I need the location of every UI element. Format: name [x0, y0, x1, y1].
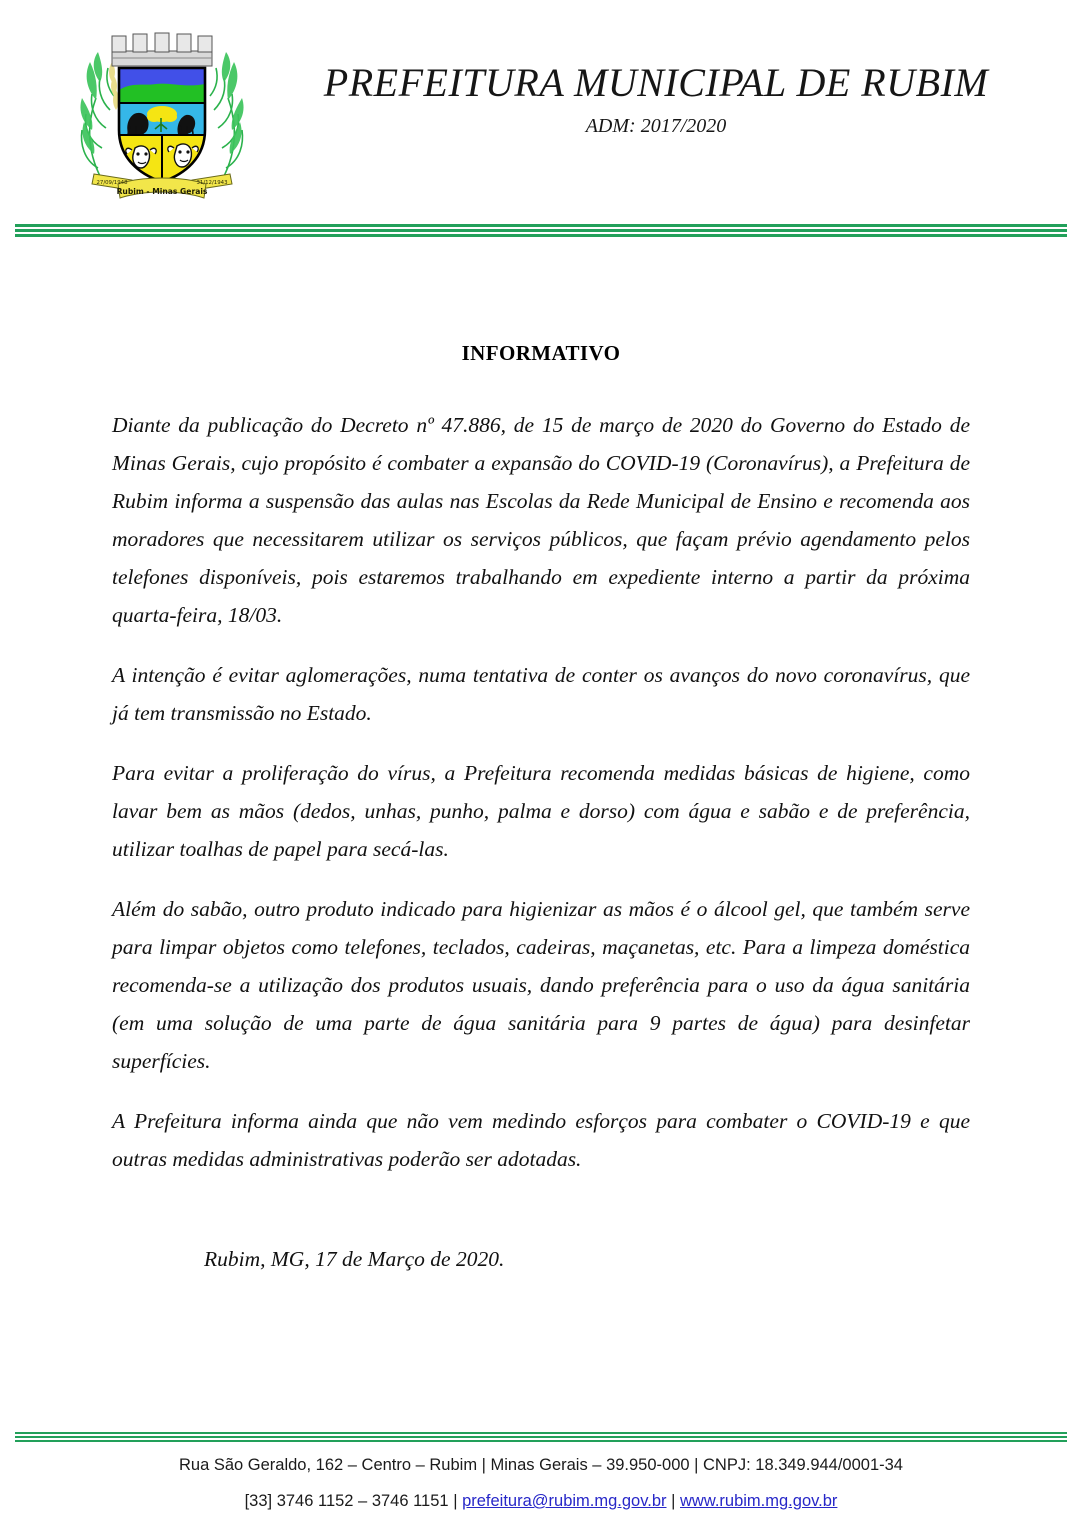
- footer-contact-line: [0, 1489, 1082, 1514]
- coat-of-arms: [72, 22, 252, 208]
- crest-ribbon-text: Rubim - Minas Gerais: [116, 187, 208, 196]
- footer-email-link[interactable]: prefeitura@rubim.mg.gov.br: [462, 1492, 667, 1510]
- footer-separator: |: [671, 1492, 676, 1510]
- coat-of-arms-icon: [72, 22, 252, 208]
- divider-line: [15, 234, 1067, 237]
- header-title-block: [260, 60, 1052, 138]
- document-header: [0, 0, 1082, 212]
- footer-separator: |: [453, 1492, 458, 1510]
- document-title: INFORMATIVO: [461, 341, 621, 365]
- footer-address: Rua São Geraldo, 162 – Centro – Rubim | Minas Gerais – 39.950-000 | CNPJ: 18.349.944/0001-34: [178, 1456, 903, 1474]
- paragraph: A Prefeitura informa ainda que não vem medindo esforços para combater o COVID-19 e que outras medidas administrativas poderão ser adotadas.: [112, 1109, 970, 1171]
- document-footer: [0, 1432, 1082, 1514]
- document-body: [0, 341, 1082, 1278]
- footer-phones: [33] 3746 1152 – 3746 1151: [244, 1492, 449, 1510]
- footer-website-link[interactable]: www.rubim.mg.gov.br: [680, 1492, 838, 1510]
- footer-address-line: [0, 1453, 1082, 1478]
- organization-title: PREFEITURA MUNICIPAL DE RUBIM: [323, 60, 989, 105]
- footer-divider: [15, 1432, 1067, 1442]
- divider-line: [15, 1440, 1067, 1442]
- header-divider: [15, 224, 1067, 237]
- paragraph: Para evitar a proliferação do vírus, a Prefeitura recomenda medidas básicas de higiene, como lavar bem as mãos (dedos, unhas, punho, palma e dorso) com água e sabão e de preferência, utilizar toalhas de papel para secá-las.: [112, 761, 970, 861]
- paragraph: A intenção é evitar aglomerações, numa tentativa de conter os avanços do novo coronavírus, que já tem transmissão no Estado.: [112, 663, 970, 725]
- paragraph: Além do sabão, outro produto indicado para higienizar as mãos é o álcool gel, que também serve para limpar objetos como telefones, teclados, cadeiras, maçanetas, etc. Para a limpeza doméstica recomenda-se a utilização dos produtos usuais, dando preferência para o uso da água sanitária (em uma solução de uma parte de água sanitária para 9 partes de água) para desinfetar superfícies.: [112, 897, 970, 1073]
- paragraph: Diante da publicação do Decreto nº 47.886, de 15 de março de 2020 do Governo do Estado de Minas Gerais, cujo propósito é combater a expansão do COVID-19 (Coronavírus), a Prefeitura de Rubim informa a suspensão das aulas nas Escolas da Rede Municipal de Ensino e recomenda aos moradores que necessitarem utilizar os serviços públicos, que façam prévio agendamento pelos telefones disponíveis, pois estaremos trabalhando em expediente interno a partir da próxima quarta-feira, 18/03.: [112, 413, 970, 627]
- administration-period: ADM: 2017/2020: [585, 115, 727, 137]
- place-and-date: Rubim, MG, 17 de Março de 2020.: [204, 1247, 505, 1271]
- crest-ribbon-date-left: 27/09/1948: [96, 180, 128, 186]
- crest-ribbon-date-right: 31/12/1943: [196, 180, 228, 186]
